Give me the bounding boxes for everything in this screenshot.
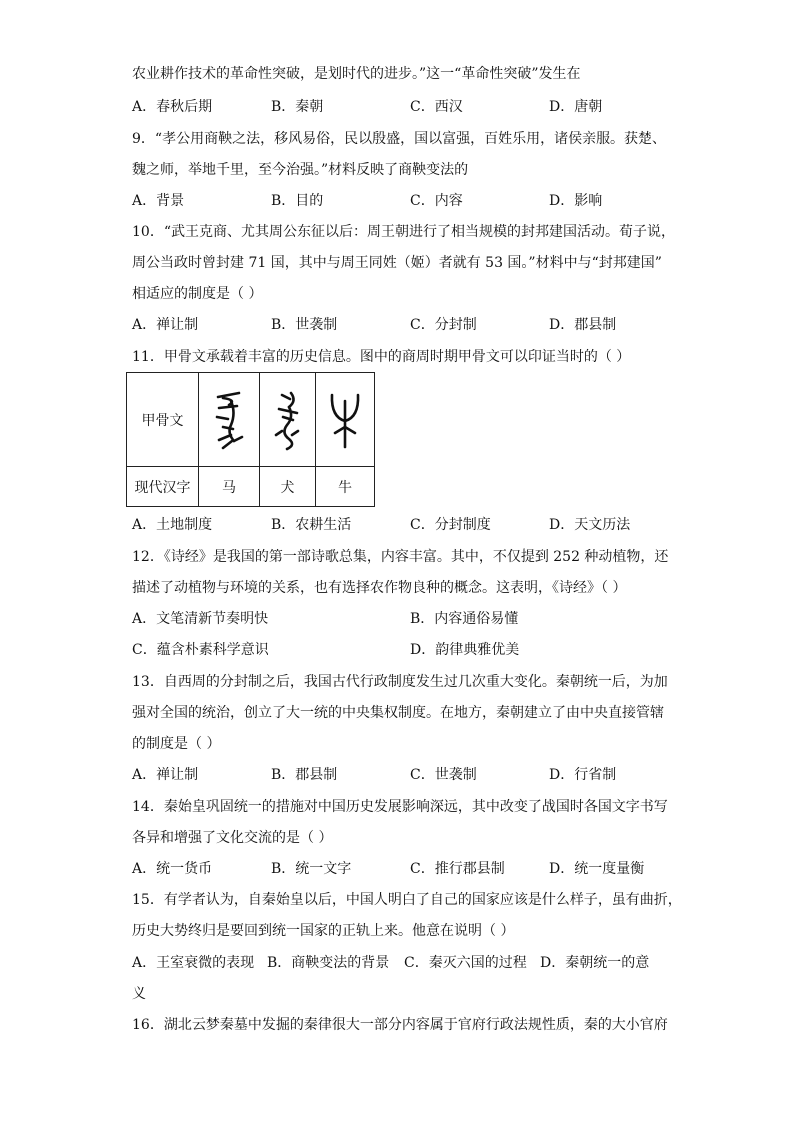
q10-option-a: A．禅让制	[132, 317, 199, 333]
q10-stem-line1: 10．“武王克商、尤其周公东征以后：周王朝进行了相当规模的封邦建国活动。荀子说，	[132, 224, 675, 240]
q15-option-d: D．秦朝统一的意	[540, 955, 650, 971]
q12-option-c: C．蕴含朴素科学意识	[132, 642, 269, 658]
oracle-bone-table	[126, 372, 375, 507]
q15-option-d-wrap: 义	[132, 986, 146, 1002]
q9-option-a: A．背景	[132, 193, 185, 209]
q13-stem-line3: 的制度是（ ）	[132, 736, 221, 752]
q13-option-b: B．郡县制	[271, 767, 338, 783]
modern-char-ma: 马	[199, 467, 260, 507]
q11-stem-line1: 11．甲骨文承载着丰富的历史信息。图中的商周时期甲骨文可以印证当时的（ ）	[132, 349, 631, 365]
dog-oracle-glyph	[260, 373, 316, 467]
q12-option-b: B．内容通俗易懂	[410, 611, 519, 627]
modern-char-niu: 牛	[316, 467, 375, 507]
horse-oracle-glyph	[199, 373, 260, 467]
q13-option-d: D．行省制	[549, 767, 617, 783]
q14-option-b: B．统一文字	[271, 861, 352, 877]
q10-option-d: D．郡县制	[549, 317, 617, 333]
q8-option-b: B．秦朝	[271, 99, 324, 115]
oracle-row-label: 甲骨文	[127, 373, 199, 467]
modern-char-row-label: 现代汉字	[127, 467, 199, 507]
q11-option-a: A．土地制度	[132, 517, 213, 533]
q11-option-b: B．农耕生活	[271, 517, 352, 533]
q9-stem-line1: 9．“孝公用商鞅之法，移风易俗，民以殷盛，国以富强，百姓乐用，诸侯亲服。获楚、	[132, 131, 667, 147]
q14-option-c: C．推行郡县制	[410, 861, 505, 877]
q11-option-c: C．分封制度	[410, 517, 491, 533]
q10-option-c: C．分封制	[410, 317, 477, 333]
q10-stem-line3: 相适应的制度是（ ）	[132, 286, 263, 302]
q8-option-a: A．春秋后期	[132, 99, 213, 115]
q13-option-a: A．禅让制	[132, 767, 199, 783]
q14-option-a: A．统一货币	[132, 861, 213, 877]
q15-option-a: A．王室衰微的表现	[132, 955, 255, 971]
q10-option-b: B．世袭制	[271, 317, 338, 333]
ox-oracle-glyph	[316, 373, 375, 467]
q8-stem-line: 农业耕作技术的革命性突破，是划时代的进步。”这一“革命性突破”发生在	[132, 66, 581, 82]
q13-stem-line2: 强对全国的统治，创立了大一统的中央集权制度。在地方，秦朝建立了由中央直接管辖	[132, 705, 664, 721]
modern-char-quan: 犬	[260, 467, 316, 507]
q15-stem-line1: 15．有学者认为，自秦始皇以后，中国人明白了自己的国家应该是什么样子，虽有曲折，	[132, 892, 682, 908]
q9-option-b: B．目的	[271, 193, 324, 209]
q13-option-c: C．世袭制	[410, 767, 477, 783]
q12-stem-line2: 描述了动植物与环境的关系，也有选择农作物良种的概念。这表明，《诗经》（ ）	[132, 580, 627, 596]
q15-option-b: B．商鞅变法的背景	[267, 955, 390, 971]
q12-option-a: A．文笔清新节奏明快	[132, 611, 269, 627]
q12-option-d: D．韵律典雅优美	[410, 642, 520, 658]
q11-option-d: D．天文历法	[549, 517, 631, 533]
q13-stem-line1: 13．自西周的分封制之后，我国古代行政制度发生过几次重大变化。秦朝统一后，为加	[132, 674, 668, 690]
q8-option-d: D．唐朝	[549, 99, 603, 115]
q15-option-c: C．秦灭六国的过程	[404, 955, 527, 971]
q14-option-d: D．统一度量衡	[549, 861, 645, 877]
q9-stem-line2: 魏之师，举地千里，至今治强。”材料反映了商鞅变法的	[132, 162, 469, 178]
q12-stem-line1: 12．《诗经》是我国的第一部诗歌总集，内容丰富。其中，不仅提到 252 种动植物，还	[132, 549, 669, 565]
q9-option-c: C．内容	[410, 193, 463, 209]
q8-option-c: C．西汉	[410, 99, 463, 115]
q14-stem-line1: 14．秦始皇巩固统一的措施对中国历史发展影响深远，其中改变了战国时各国文字书写	[132, 799, 668, 815]
q16-stem-line1: 16．湖北云梦秦墓中发掘的秦律很大一部分内容属于官府行政法规性质，秦的大小官府	[132, 1017, 668, 1033]
q15-stem-line2: 历史大势终归是要回到统一国家的正轨上来。他意在说明（ ）	[132, 923, 515, 939]
q9-option-d: D．影响	[549, 193, 603, 209]
q10-stem-line2: 周公当政时曾封建 71 国，其中与周王同姓（姬）者就有 53 国。”材料中与“封邦建国”	[132, 255, 662, 271]
q14-stem-line2: 各异和增强了文化交流的是（ ）	[132, 830, 333, 846]
